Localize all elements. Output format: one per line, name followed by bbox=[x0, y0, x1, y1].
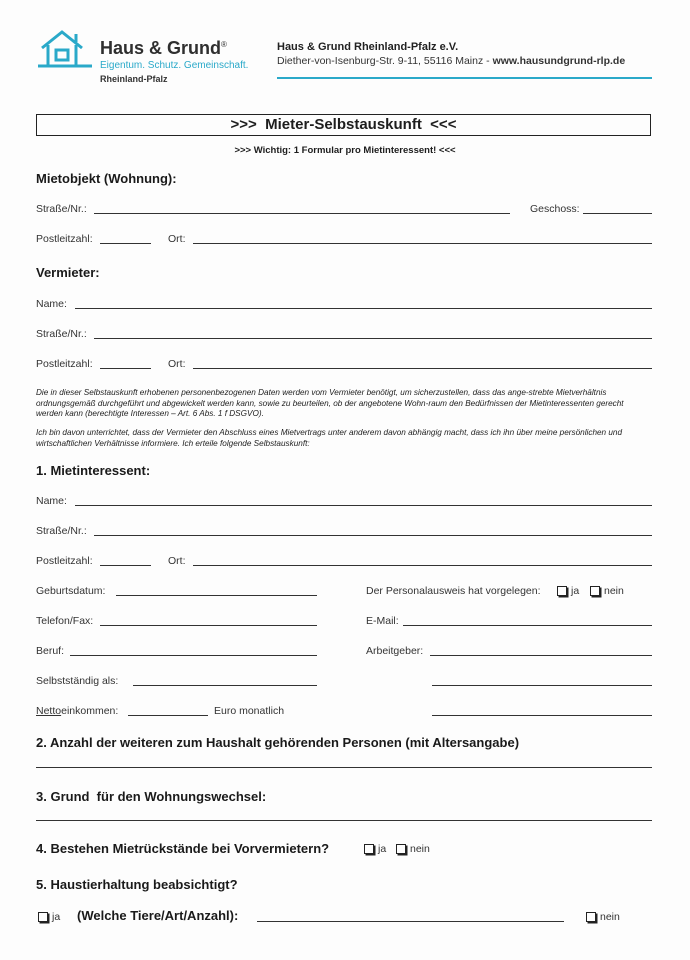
birth-label: Geburtsdatum: bbox=[36, 585, 106, 597]
reason-heading: 3. Grund für den Wohnungswechsel: bbox=[36, 789, 267, 804]
id-no-checkbox[interactable] bbox=[590, 586, 600, 596]
object-city-label: Ort: bbox=[168, 233, 186, 245]
pets-detail-field[interactable] bbox=[257, 921, 564, 922]
brand-tagline: Eigentum. Schutz. Gemeinschaft. bbox=[100, 60, 249, 71]
applicant-street-label: Straße/Nr.: bbox=[36, 525, 87, 537]
employer-field[interactable] bbox=[430, 655, 652, 656]
email-field[interactable] bbox=[403, 625, 652, 626]
pets-no-option[interactable] bbox=[586, 911, 620, 923]
household-heading: 2. Anzahl der weiteren zum Haushalt gehörenden Personen (mit Altersangabe) bbox=[36, 735, 520, 750]
arrears-no-checkbox[interactable] bbox=[396, 844, 406, 854]
applicant-city-label: Ort: bbox=[168, 555, 186, 567]
id-yes-label: ja bbox=[571, 585, 580, 597]
pets-heading: 5. Haustierhaltung beabsichtigt? bbox=[36, 877, 238, 892]
landlord-name-label: Name: bbox=[36, 298, 67, 310]
pets-detail-label: (Welche Tiere/Art/Anzahl): bbox=[77, 908, 239, 923]
object-heading: Mietobjekt (Wohnung): bbox=[36, 171, 177, 186]
phone-label: Telefon/Fax: bbox=[36, 615, 94, 627]
phone-field[interactable] bbox=[100, 625, 317, 626]
landlord-zip-field[interactable] bbox=[100, 368, 151, 369]
applicant-zip-field[interactable] bbox=[100, 565, 151, 566]
landlord-zip-label: Postleitzahl: bbox=[36, 358, 93, 370]
employer-extra-field[interactable] bbox=[432, 685, 652, 686]
id-yes-checkbox[interactable] bbox=[557, 586, 567, 596]
id-no-label: nein bbox=[604, 585, 624, 597]
pets-no-label: nein bbox=[600, 911, 620, 923]
landlord-street-field[interactable] bbox=[94, 338, 652, 339]
org-website[interactable]: www.hausundgrund-rlp.de bbox=[492, 55, 626, 67]
house-logo-icon bbox=[36, 28, 94, 72]
pets-yes-option[interactable] bbox=[38, 911, 60, 923]
applicant-zip-label: Postleitzahl: bbox=[36, 555, 93, 567]
form-title: >>> Mieter-Selbstauskunft <<< bbox=[36, 114, 651, 136]
arrears-no-label: nein bbox=[410, 843, 430, 855]
income-label: Nettoeinkommen: bbox=[36, 705, 119, 717]
income-extra-field[interactable] bbox=[432, 715, 652, 716]
object-street-field[interactable] bbox=[94, 213, 510, 214]
consent-notice: Ich bin davon unterrichtet, dass der Vermieter den Abschluss eines Mietvertrags unter anderem davon abhängig macht, dass ich ihn über meine persönlichen und wirtschaftlichen Verhältnisse informiere. Ich erteile folgende Selbstauskunft: bbox=[36, 428, 623, 448]
org-name: Haus & Grund Rheinland-Pfalz e.V. bbox=[277, 41, 459, 53]
selfemployed-label: Selbstständig als: bbox=[36, 675, 119, 687]
arrears-yes-option[interactable] bbox=[364, 843, 386, 855]
selfemployed-field[interactable] bbox=[133, 685, 317, 686]
id-question-label: Der Personalausweis hat vorgelegen: bbox=[366, 585, 541, 597]
header-accent-rule bbox=[277, 77, 652, 79]
form-subtitle: >>> Wichtig: 1 Formular pro Mietinteressent! <<< bbox=[234, 145, 456, 156]
birth-field[interactable] bbox=[116, 595, 317, 596]
income-unit-label: Euro monatlich bbox=[214, 705, 285, 717]
applicant-name-label: Name: bbox=[36, 495, 67, 507]
privacy-notice: Die in dieser Selbstauskunft erhobenen personenbezogenen Daten werden vom Vermieter benötigt, um sicherzustellen, dass das ange-strebte Mietverhältnis ordnungsgemäß durchgeführt und abgewickelt werden kann, sowie zu beurteilen, ob der angebotene Wohn-raum den Bedürfnissen der Mietinteressenten gerecht werden kann (berechtigte Interessen – Art. 6 Abs. 1 f DSGVO). bbox=[36, 388, 624, 418]
job-field[interactable] bbox=[70, 655, 317, 656]
applicant-street-field[interactable] bbox=[94, 535, 652, 536]
landlord-name-field[interactable] bbox=[75, 308, 652, 309]
applicant-city-field[interactable] bbox=[193, 565, 652, 566]
id-yes-option[interactable] bbox=[557, 585, 579, 597]
reason-field[interactable] bbox=[36, 820, 652, 821]
pets-no-checkbox[interactable] bbox=[586, 912, 596, 922]
income-field[interactable] bbox=[128, 715, 208, 716]
pets-yes-label: ja bbox=[52, 911, 61, 923]
landlord-heading: Vermieter: bbox=[36, 265, 100, 280]
object-floor-label: Geschoss: bbox=[530, 203, 580, 215]
email-label: E-Mail: bbox=[366, 615, 399, 627]
applicant-heading: 1. Mietinteressent: bbox=[36, 463, 151, 478]
landlord-street-label: Straße/Nr.: bbox=[36, 328, 87, 340]
object-street-label: Straße/Nr.: bbox=[36, 203, 87, 215]
org-address: Diether-von-Isenburg-Str. 9-11, 55116 Mainz - www.hausundgrund-rlp.de bbox=[277, 55, 626, 67]
arrears-yes-label: ja bbox=[378, 843, 387, 855]
household-field[interactable] bbox=[36, 767, 652, 768]
object-city-field[interactable] bbox=[193, 243, 652, 244]
arrears-no-option[interactable] bbox=[396, 843, 430, 855]
applicant-name-field[interactable] bbox=[75, 505, 652, 506]
object-floor-field[interactable] bbox=[583, 213, 652, 214]
pets-yes-checkbox[interactable] bbox=[38, 912, 48, 922]
object-zip-label: Postleitzahl: bbox=[36, 233, 93, 245]
brand-region: Rheinland-Pfalz bbox=[100, 74, 168, 84]
arrears-heading: 4. Bestehen Mietrückstände bei Vorvermietern? bbox=[36, 841, 330, 856]
arrears-yes-checkbox[interactable] bbox=[364, 844, 374, 854]
id-no-option[interactable] bbox=[590, 585, 624, 597]
brand-name: Haus & Grund® bbox=[100, 38, 227, 58]
employer-label: Arbeitgeber: bbox=[366, 645, 424, 657]
landlord-city-field[interactable] bbox=[193, 368, 652, 369]
job-label: Beruf: bbox=[36, 645, 65, 657]
landlord-city-label: Ort: bbox=[168, 358, 186, 370]
object-zip-field[interactable] bbox=[100, 243, 151, 244]
